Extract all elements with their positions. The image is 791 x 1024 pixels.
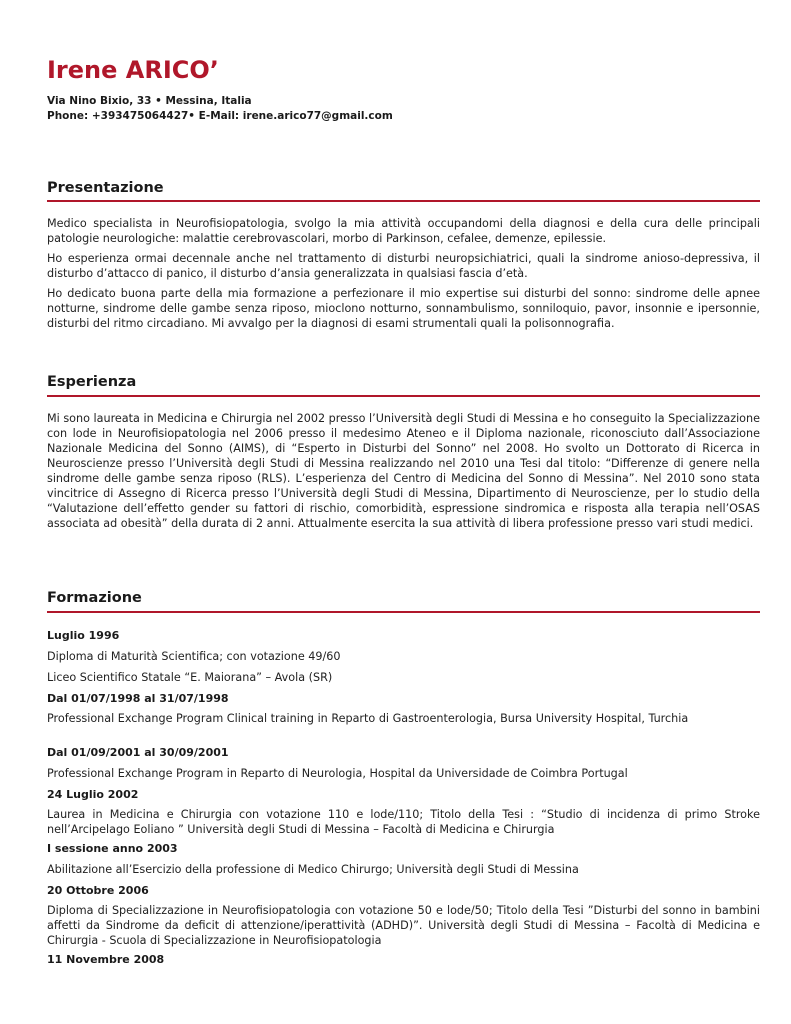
section-title-presentazione: Presentazione [47,180,164,196]
address-line: Via Nino Bixio, 33 • Messina, Italia [47,95,252,107]
entry-text: Liceo Scientifico Statale “E. Maiorana” – Avola (SR) [47,671,333,684]
contact-line: Phone: +393475064427• E-Mail: irene.arico77@gmail.com [47,110,393,122]
section-title-esperienza: Esperienza [47,374,137,390]
presentazione-paragraph-2: Ho esperienza ormai decennale anche nel trattamento di disturbi neuropsichiatrici, quali la sindrome anioso-depressiva, il disturbo d’attacco di panico, il disturbo d’ansia generalizzata in qualsiasi fascia d’età. [47,252,760,280]
entry-text: Diploma di Maturità Scientifica; con votazione 49/60 [47,650,341,663]
esperienza-paragraph: Mi sono laureata in Medicina e Chirurgia nel 2002 presso l’Università degli Studi di Messina e ho conseguito la Specializzazione con lode in Neurofisiopatologia nel 2006 presso il medesimo Ateneo e il Diploma nazionale, riconosciuto dall’Associazione Nazionale Medicina del Sonno (AIMS), di “Esperto in Disturbi del Sonno” nel 2008. Ho svolto un Dottorato di Ricerca in Neuroscienze presso l’Università degli Studi di Messina realizzando nel 2010 una Tesi dal titolo: “Differenze di genere nella sindrome delle gambe senza riposo (RLS). L’esperienza del Centro di Medicina del Sonno di Messina”. Nel 2010 sono stata vincitrice di Assegno di Ricerca presso l’Università degli Studi di Messina, Dipartimento di Neuroscienze, per lo studio della “Valutazione dell’effetto gender su fattori di rischio, comorbidità, espressione sindromica e risposta alla terapia nell’OSAS associata ad obesità” della durata di 2 anni. Attualmente esercita la sua attività di libera professione presso vari studi medici. [47,412,760,530]
entry-text: Laurea in Medicina e Chirurgia con votazione 110 e lode/110; Titolo della Tesi : “Studio di incidenza di primo Stroke nell’Arcipelago Eoliano ” Università degli Studi di Messina – Facoltà di Medicina e Chirurgia [47,808,760,836]
entry-date: Luglio 1996 [47,629,120,642]
entry-date: Dal 01/09/2001 al 30/09/2001 [47,746,229,759]
entry-date: 20 Ottobre 2006 [47,884,149,897]
entry-date: I sessione anno 2003 [47,842,178,855]
entry-text: Professional Exchange Program Clinical training in Reparto di Gastroenterologia, Bursa University Hospital, Turchia [47,712,689,725]
entry-date: 11 Novembre 2008 [47,953,165,966]
section-divider [47,611,760,613]
entry-date: 24 Luglio 2002 [47,788,139,801]
presentazione-paragraph-3: Ho dedicato buona parte della mia formazione a perfezionare il mio expertise sui disturbi del sonno: sindrome delle apnee notturne, sindrome delle gambe senza riposo, mioclono notturno, sonnambulismo, sonniloquio, pavor, insonnie e ipersonnie, disturbi del ritmo circadiano. Mi avvalgo per la diagnosi di esami strumentali quali la polisonnografia. [47,287,760,330]
entry-text: Diploma di Specializzazione in Neurofisiopatologia con votazione 50 e lode/50; Titolo della Tesi ”Disturbi del sonno in bambini affetti da Sindrome da deficit di attenzione/iperattività (ADHD)”. Università degli Studi di Messina – Facoltà di Medicina e Chirurgia - Scuola di Specializzazione in Neurofisiopatologia [47,904,760,947]
entry-text: Abilitazione all’Esercizio della professione di Medico Chirurgo; Università degli Studi di Messina [47,863,579,876]
entry-text: Professional Exchange Program in Reparto di Neurologia, Hospital da Universidade de Coimbra Portugal [47,767,628,780]
person-name: Irene ARICO’ [47,56,219,84]
entry-date: Dal 01/07/1998 al 31/07/1998 [47,692,229,705]
section-divider [47,200,760,202]
presentazione-paragraph-1: Medico specialista in Neurofisiopatologia, svolgo la mia attività occupandomi della diagnosi e della cura delle principali patologie neurologiche: malattie cerebrovascolari, morbo di Parkinson, cefalee, demenze, epilessie. [47,217,760,245]
section-title-formazione: Formazione [47,590,142,606]
section-divider [47,395,760,397]
